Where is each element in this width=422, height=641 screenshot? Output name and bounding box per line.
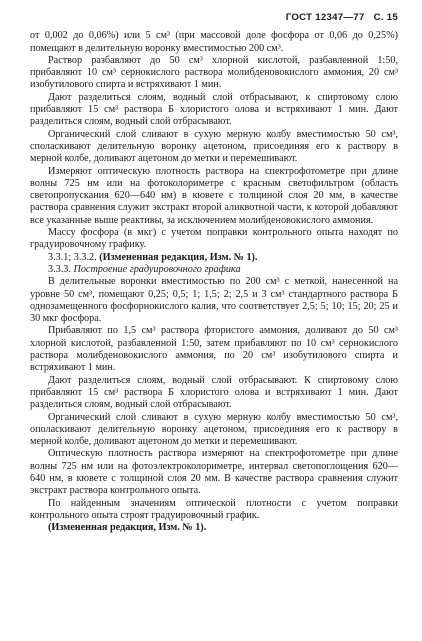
paragraph: Измеряют оптическую плотность раствора на спектрофотометре при длине волны 725 нм или на фотоколориметре с красным светофильтром (область светопропускания 620—640 нм) в кювете с толщиной слоя 20 мм, в качестве раствора сравнения служит экстракт второй аликвотной части, к которой добавляют все указанные выше реактивы, за исключением молибденовокислого аммония. <box>30 165 398 226</box>
amendment-note: (Измененная редакция, Изм. № 1). <box>99 251 258 263</box>
section-title: Построение градуировочного графика <box>73 263 241 275</box>
paragraph: По найденным значениям оптической плотности с учетом поправки контрольного опыта строят градуировочный график. <box>30 497 398 521</box>
paragraph: В делительные воронки вместимостью по 200 см³ с меткой, нанесенной на уровне 50 см³, помещают 0,25; 0,5; 1; 1,5; 2; 2,5 и 3 см³ стандартного раствора Б однозамещенного фосфорнокислого калия, что соответствует 2,5; 5; 10; 15; 20; 25 и 30 мкг фосфора. <box>30 276 398 325</box>
paragraph: Органический слой сливают в сухую мерную колбу вместимостью 50 см³, споласкивают делительную воронку ацетоном, присоединяя его к раствору в мерной колбе, доливают ацетоном до метки и перемешивают. <box>30 128 398 165</box>
section-3-3-3 <box>30 264 398 276</box>
document-body <box>30 30 398 534</box>
section-number: 3.3.3. <box>48 263 71 275</box>
standard-code: ГОСТ 12347—77 <box>285 12 365 23</box>
header-separator <box>365 12 374 23</box>
paragraph: Дают разделиться слоям, водный слой отбрасывают, к спиртовому слою прибавляют 15 см³ раствора Б хлористого олова и встряхивают 1 мин. Дают разделиться слоям, водный слой отбрасывают. <box>30 91 398 128</box>
section-3-3-2 <box>30 252 398 264</box>
paragraph: Раствор разбавляют до 50 см³ хлорной кислотой, разбавленной 1:50, прибавляют 10 см³ сернокислого раствора молибденовокислого аммония, 20 см³ изобутилового спирта и встряхивают 1 мин. <box>30 54 398 91</box>
paragraph: Оптическую плотность раствора измеряют на спектрофотометре при длине волны 725 нм или на фотоэлектроколориметре, интервал светопоглощения 620—640 нм, в кювете с толщиной слоя 20 мм. В качестве раствора сравнения служит экстракт раствора контрольного опыта. <box>30 448 398 497</box>
paragraph: Прибавляют по 1,5 см³ раствора фтористого аммония, доливают до 50 см³ хлорной кислотой, разбавленной 1:50, затем прибавляют по 10 см³ сернокислого раствора молибденовокислого аммония, по 20 см³ изобутилового спирта и встряхивают 1 мин. <box>30 325 398 374</box>
section-number: 3.3.1; 3.3.2. <box>48 251 97 263</box>
page-header <box>30 12 398 24</box>
paragraph: Массу фосфора (в мкг) с учетом поправки контрольного опыта находят по градуировочному графику. <box>30 227 398 251</box>
paragraph: от 0,002 до 0,06%) или 5 см³ (при массовой доле фосфора от 0,06 до 0,25%) помещают в делительную воронку вместимостью 200 см³. <box>30 30 398 54</box>
paragraph: Органический слой сливают в сухую мерную колбу вместимостью 50 см³, ополаскивают делительную воронку ацетоном, присоединяя его к раствору в мерной колбе, доливают ацетоном до метки и перемешивают. <box>30 411 398 448</box>
page-number: С. 15 <box>373 12 398 23</box>
final-amendment-note: (Измененная редакция, Изм. № 1). <box>48 522 207 534</box>
paragraph: Дают разделиться слоям, водный слой отбрасывают. К спиртовому слою прибавляют 15 см³ раствора Б хлористого олова и встряхивают 1 мин. Дают разделиться слоям, водный слой отбрасывают. <box>30 374 398 411</box>
